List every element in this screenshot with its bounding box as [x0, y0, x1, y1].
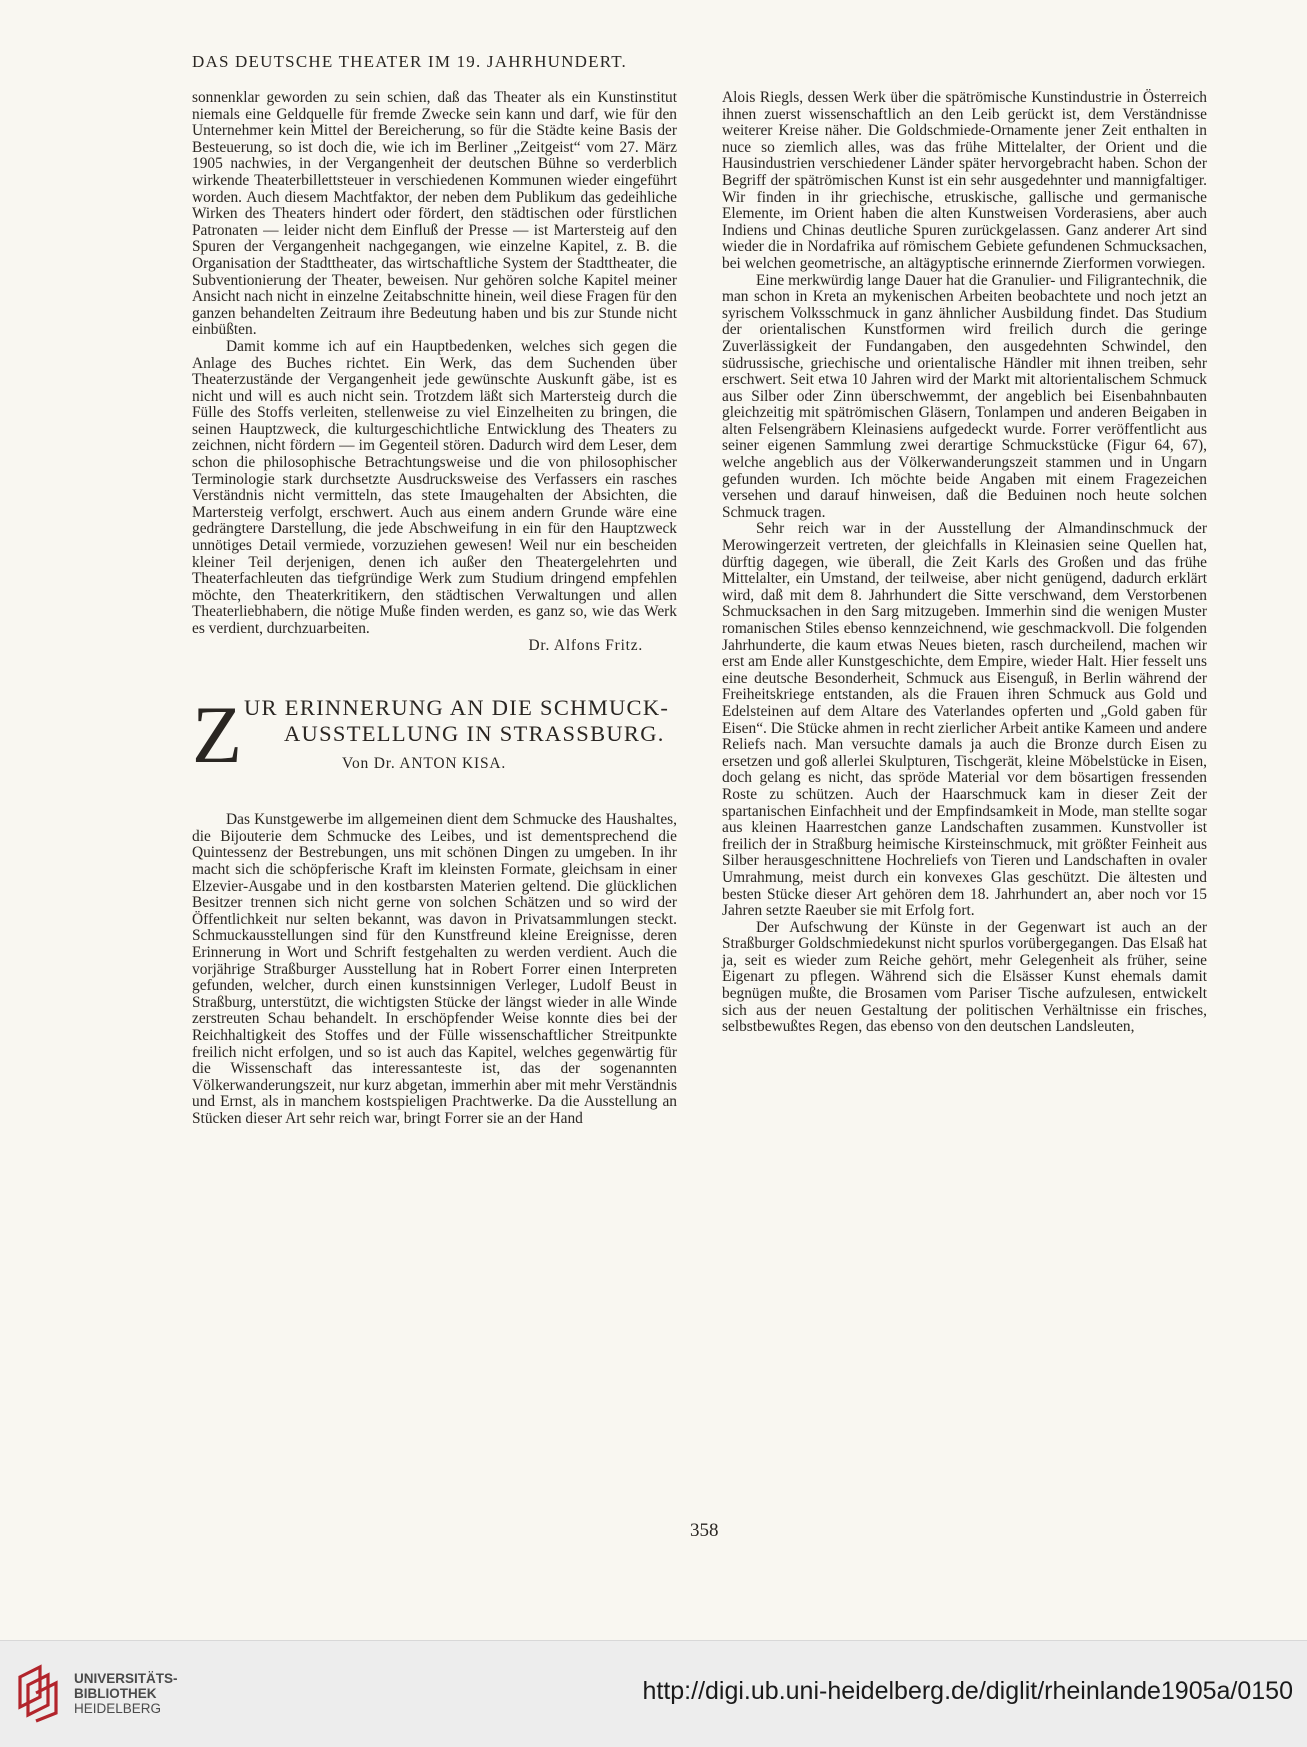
paragraph: Alois Riegls, dessen Werk über die spätrömische Kunstindustrie in Österreich ihnen zuerst wissenschaftlich an den Leib gerückt ist, dem Verständnisse weiterer Kreise näher. Die Goldschmiede-Ornamente jener Zeit enthalten in nuce so ziemlich alles, was das frühe Mittelalter, der Orient und die Hausindustrien verschiedener Länder später hervorgebracht haben. Schon der Begriff der spätrömischen Kunst ist ein sehr ausgedehnter und mannigfaltiger. Wir finden in ihr griechische, etruskische, gallische und germanische Elemente, im Orient haben die alten Kunstweisen Vorderasiens, aber auch Indiens und Chinas deutliche Spuren zurückgelassen. Ganz anderer Art sind wieder die in Nordafrika auf römischem Gebiete gefundenen Schmucksachen, bei welchen geometrische, an altägyptische erinnernde Zierformen vorwiegen.	[722, 89, 1207, 272]
paragraph: Damit komme ich auf ein Hauptbedenken, welches sich gegen die Anlage des Buches richtet. Ein Werk, das dem Suchenden über Theaterzustände der Vergangenheit jede gewünschte Auskunft gäbe, ist es nicht und will es auch nicht sein. Trotzdem läßt sich Martersteig durch die Fülle des Stoffs verleiten, stellenweise zu viel Einzelheiten zu bringen, die seinen Hauptzweck, die kulturgeschichtliche Entwicklung des Theaters zu zeichnen, nicht fördern — im Gegenteil stören. Dadurch wird dem Leser, dem schon die philosophische Betrachtungsweise und die von philosophischer Terminologie stark durchsetzte Ausdrucksweise des Verfassers ein rasches Verständnis nicht vermitteln, das stete Imaugehalten der Absichten, die Martersteig verfolgt, erschwert. Auch aus einem andern Grunde wäre eine gedrängtere Darstellung, die jede Abschweifung in ein für den Hauptzweck unnötiges Detail vermiede, vorzuziehen gewesen! Weil nur ein bescheiden kleiner Teil derjenigen, denen ich außer den Theatergelehrten und Theaterfachleuten das tiefgründige Werk zum Studium dringend empfehlen möchte, den Theaterkritikern, den städtischen Verwaltungen und allen Theaterliebhabern, die nötige Muße finden werden, es ganz so, wie das Werk es verdient, durchzuarbeiten.	[192, 337, 677, 637]
paragraph: Der Aufschwung der Künste in der Gegenwart ist auch an der Straßburger Goldschmiedekunst nicht spurlos vorübergegangen. Das Elsaß hat ja, seit es wieder zum Reiche gehört, mehr Gelegenheit als früher, seine Eigenart zu pflegen. Während sich die Elsässer Kunst ehemals damit begnügen mußte, die Brosamen vom Pariser Tische aufzulesen, entwickelt sich aus der neuen Gestaltung der politischen Verhältnisse ein frisches, selbstbewußtes Regen, das ebenso von den deutschen Landsleuten,	[722, 918, 1207, 1036]
running-head: DAS DEUTSCHE THEATER IM 19. JAHRHUNDERT.	[192, 52, 627, 71]
left-column	[192, 90, 677, 1127]
library-name-line: BIBLIOTHEK	[74, 1686, 157, 1701]
library-name-line: UNIVERSITÄTS-	[74, 1671, 178, 1686]
paragraph: sonnenklar geworden zu sein schien, daß das Theater als ein Kunstinstitut niemals eine Geldquelle für fremde Zwecke sein kann und darf, wie für den Unternehmer kein Mittel der Bereicherung, so für die Städte keine Basis der Besteuerung, so ist doch die, wie ich im Berliner „Zeitgeist“ vom 27. März 1905 nachwies, in der Vergangenheit der deutschen Bühne so verderblich wirkende Theaterbillettsteuer in verschiedenen Kommunen wieder eingeführt worden. Auch diesem Machtfaktor, der neben dem Publikum das gedeihliche Wirken des Theaters hindert oder fördert, den städtischen oder fürstlichen Patronaten — leider nicht dem Einfluß der Presse — ist Martersteig auf den Spuren der Vergangenheit nachgegangen, wie einzelne Kapitel, z. B. die Organisation der Stadttheater, das wirtschaftliche System der Stadttheater, die Subventionierung der Theater, beweisen. Nur gehören solche Kapitel meiner Ansicht nach nicht in einzelne Zeitabschnitte hinein, weil diese Fragen für den ganzen behandelten Zeitraum ihre Bedeutung haben und bis zur Stunde nicht einbüßten.	[192, 89, 677, 339]
article-heading	[192, 689, 677, 790]
article-byline: Von Dr. ANTON KISA.	[342, 755, 507, 773]
paragraph: Sehr reich war in der Ausstellung der Almandinschmuck der Merowingerzeit vertreten, der gleichfalls in Kleinasien seine Quellen hat, dürftig dagegen, wie überall, die Zeit Karls des Großen und das frühe Mittelalter, ein Umstand, der teilweise, aber nicht genügend, dadurch erklärt wird, daß mit dem 8. Jahrhundert die Sitte verschwand, dem Verstorbenen Schmucksachen in den Sarg mitzugeben. Immerhin sind die wenigen Muster romanischen Stiles ebenso kennzeichnend, wie geschmackvoll. Die folgenden Jahrhunderte, die kaum etwas Neues bieten, rasch durcheilend, machen wir erst am Ende aller Kunstgeschichte, dem Empire, wieder Halt. Hier fesselt uns eine deutsche Besonderheit, Schmuck aus Eisenguß, in Berlin während der Freiheitskriege entstanden, als die Frauen ihren Schmuck aus Gold und Edelsteinen auf dem Altare des Vaterlandes opferten und „Gold gaben für Eisen“. Die Stücke ahmen in recht zierlicher Arbeit antike Kameen und andere Reliefs nach. Man versuchte damals ja auch die Bronze durch Eisen zu ersetzen und goß allerlei Skulpturen, Tischgerät, kleine Möbelstücke in Eisen, doch gelang es nicht, das spröde Material vor dem bösartigen fressenden Roste zu schützen. Auch der Haarschmuck kam in dieser Zeit der spartanischen Einfachheit und der Empfindsamkeit in Mode, man stellte sogar aus kleinen Haarrestchen ganze Landschaften zusammen. Kunstvoller ist freilich der in Straßburg heimische Kirsteinschmuck, mit größter Feinheit aus Silber herausgeschnittene Hochreliefs von Tieren und Landschaften in ovaler Umrahmung, meist durch ein konvexes Glas geschützt. Die ältesten und besten Stücke dieser Art gehören dem 18. Jahrhundert an, aber noch vor 15 Jahren setzte Raeuber sie mit Erfolg fort.	[722, 520, 1207, 920]
viewer-footer	[0, 1640, 1307, 1747]
library-logo-icon	[14, 1663, 66, 1723]
paragraph: Eine merkwürdig lange Dauer hat die Granulier- und Filigrantechnik, die man schon in Kreta an mykenischen Arbeiten beobachtete und noch jetzt an syrischem Volksschmuck in ganz ähnlicher Ausbildung findet. Das Studium der orientalischen Kunstformen wird freilich durch die geringe Zuverlässigkeit der Fundangaben, den ausgedehnten Schwindel, den südrussische, griechische und orientalische Händler mit ihnen treiben, sehr erschwert. Seit etwa 10 Jahren wird der Markt mit altorientalischem Schmuck aus Silber oder Zinn überschwemmt, der angeblich bei Eisenbahnbauten gleichzeitig mit spätrömischen Gläsern, Tonlampen und anderen Beigaben in alten Felsengräbern Kleinasiens aufgedeckt wurde. Forrer veröffentlicht aus seiner eigenen Sammlung zwei derartige Schmuckstücke (Figur 64, 67), welche angeblich aus der Völkerwanderungszeit stammen und in Ungarn gefunden wurden. Ich möchte beide Angaben mit einem Fragezeichen versehen und darauf hinweisen, daß die Beduinen noch heute solchen Schmuck tragen.	[722, 271, 1207, 521]
article-title-line-1: UR ERINNERUNG AN DIE SCHMUCK-	[244, 695, 670, 721]
library-name-line: HEIDELBERG	[74, 1701, 162, 1716]
drop-cap: Z	[192, 689, 243, 781]
article-title-line-2: AUSSTELLUNG IN STRASSBURG.	[284, 721, 665, 747]
author-signature: Dr. Alfons Fritz.	[528, 636, 643, 654]
paragraph: Das Kunstgewerbe im allgemeinen dient dem Schmucke des Haushaltes, die Bijouterie dem Schmucke des Leibes, und ist dementsprechend die Quintessenz der Bestrebungen, uns mit schönen Dingen zu umgeben. In ihr macht sich die schöpferische Kraft im kleinsten Formate, gleichsam in einer Elzevier-Ausgabe und in den kostbarsten Materien geltend. Die glücklichen Besitzer trennen sich nicht gerne von solchen Schätzen und so wird der Öffentlichkeit nur selten bekannt, was davon in Privatsammlungen steckt. Schmuckausstellungen sind für den Kunstfreund kleine Ereignisse, deren Erinnerung in Wort und Schrift festgehalten zu werden verdient. Auch die vorjährige Straßburger Ausstellung hat in Robert Forrer einen Interpreten gefunden, welcher, durch einen kunstsinnigen Verleger, Ludolf Beust in Straßburg, unterstützt, die wichtigsten Stücke der längst wieder in alle Winde zerstreuten Schau behandelt. In erschöpfender Weise konnte dies bei der Reichhaltigkeit des Stoffes und der Fülle wissenschaftlicher Streitpunkte freilich nicht erfolgen, und so ist auch das Kapitel, welches gegenwärtig für die Wissenschaft das interessanteste ist, das der sogenannten Völkerwanderungszeit, nur kurz abgetan, immerhin aber mit mehr Verständnis und Ernst, als in manchem kostspieligen Prachtwerke. Da die Ausstellung an Stücken dieser Art sehr reich war, bringt Forrer sie an der Hand	[192, 811, 677, 1127]
library-name	[74, 1671, 178, 1716]
right-column	[722, 90, 1207, 1036]
page-number: 358	[690, 1520, 719, 1541]
source-url-link[interactable]: http://digi.ub.uni-heidelberg.de/diglit/rheinlande1905a/0150	[642, 1677, 1293, 1705]
